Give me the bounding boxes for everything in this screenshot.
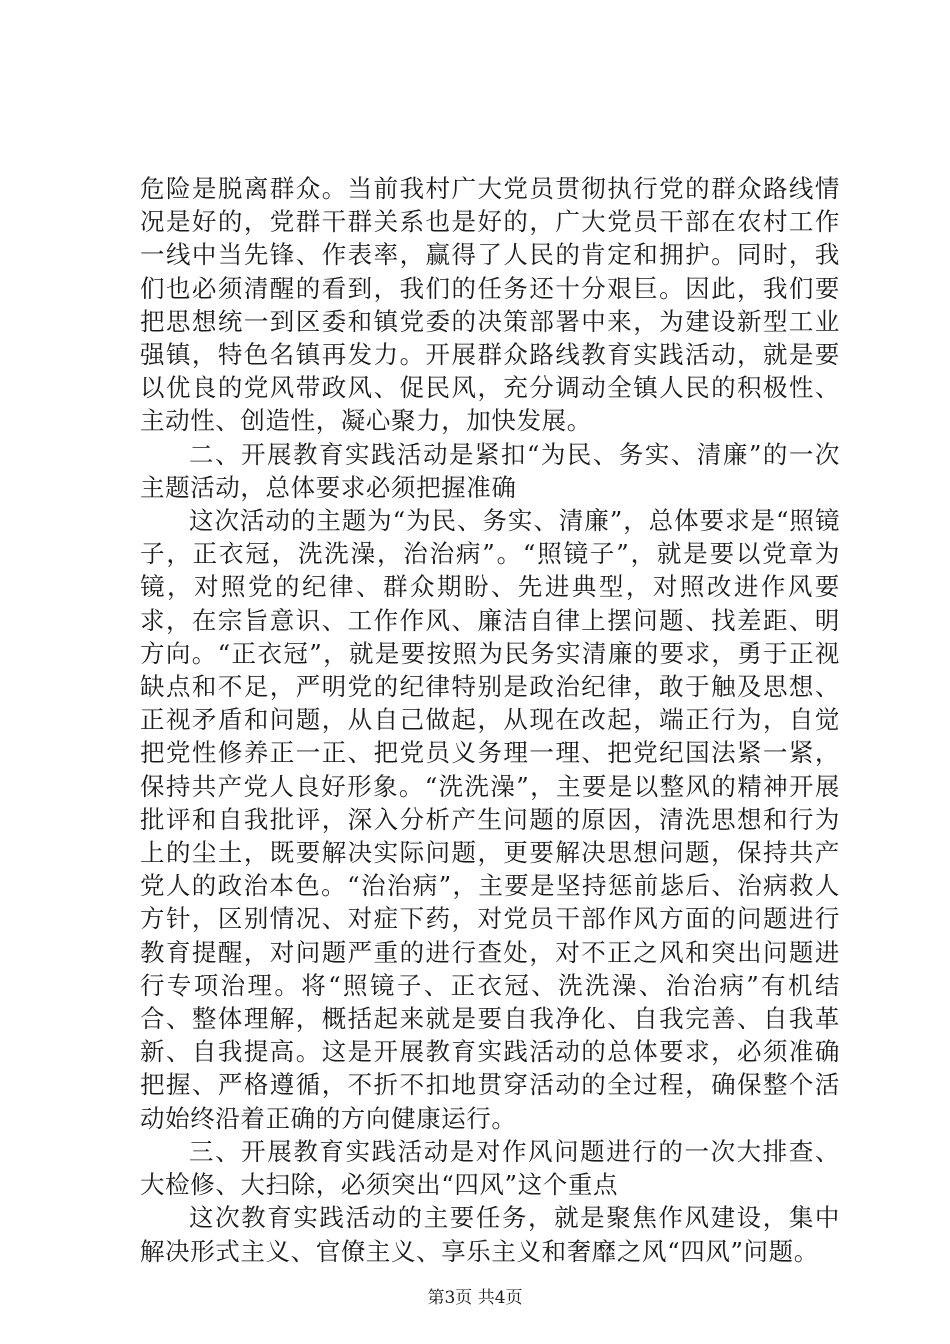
page-footer bbox=[0, 1288, 950, 1308]
document-body bbox=[140, 172, 840, 1268]
paragraph-continuation: 危险是脱离群众。当前我村广大党员贯彻执行党的群众路线情况是好的，党群干群关系也是好的，广大党员干部在农村工作一线中当先锋、作表率，赢得了人民的肯定和拥护。同时，我们也必须清醒的看到，我们的任务还十分艰巨。因此，我们要把思想统一到区委和镇党委的决策部署中来，为建设新型工业强镇，特色名镇再发力。开展群众路线教育实践活动，就是要以优良的党风带政风、促民风，充分调动全镇人民的积极性、主动性、创造性，凝心聚力，加快发展。 bbox=[140, 174, 840, 436]
page-number-indicator: 第3页 共4页 bbox=[427, 1288, 523, 1308]
paragraph-section-2-body: 这次活动的主题为“为民、务实、清廉”，总体要求是“照镜子，正衣冠，洗洗澡，治治病”。“照镜子”，就是要以党章为镜，对照党的纪律、群众期盼、先进典型，对照改进作风要求，在宗旨意识、工作作风、廉洁自律上摆问题、找差距、明方向。“正衣冠”，就是要按照为民务实清廉的要求，勇于正视缺点和不足，严明党的纪律特别是政治纪律，敢于触及思想、正视矛盾和问题，从自己做起，从现在改起，端正行为，自觉把党性修养正一正、把党员义务理一理、把党纪国法紧一紧，保持共产党人良好形象。“洗洗澡”，主要是以整风的精神开展批评和自我批评，深入分析产生问题的原因，清洗思想和行为上的尘土，既要解决实际问题，更要解决思想问题，保持共产党人的政治本色。“治治病”，主要是坚持惩前毖后、治病救人方针，区别情况、对症下药，对党员干部作风方面的问题进行教育提醒，对问题严重的进行查处，对不正之风和突出问题进行专项治理。将“照镜子、正衣冠、洗洗澡、治治病”有机结合、整体理解，概括起来就是要自我净化、自我完善、自我革新、自我提高。这是开展教育实践活动的总体要求，必须准确把握、严格遵循，不折不扣地贯穿活动的全过程，确保整个活动始终沿着正确的方向健康运行。 bbox=[140, 506, 840, 1133]
paragraph-section-3-body: 这次教育实践活动的主要任务，就是聚焦作风建设，集中解决形式主义、官僚主义、享乐主义和奢靡之风“四风”问题。 bbox=[140, 1203, 840, 1266]
section-heading-2: 二、开展教育实践活动是紧扣“为民、务实、清廉”的一次主题活动，总体要求必须把握准确 bbox=[140, 439, 840, 502]
section-heading-3: 三、开展教育实践活动是对作风问题进行的一次大排查、大检修、大扫除，必须突出“四风”这个重点 bbox=[140, 1136, 840, 1200]
